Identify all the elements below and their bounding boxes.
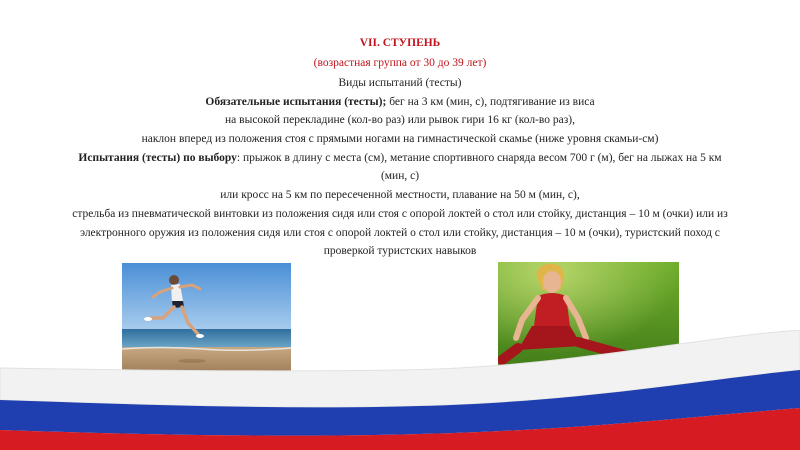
mandatory-line-1 <box>0 94 800 110</box>
mandatory-label: Обязательные испытания (тесты); <box>205 96 387 108</box>
optional-text-6: проверкой туристских навыков <box>323 245 477 257</box>
tests-title: Виды испытаний (тесты) <box>338 77 462 89</box>
optional-text-5: электронного оружия из положения сидя или стоя с опорой локтей о стол или стойку, дистанция – 10 м (очки), туристский поход с <box>80 227 720 239</box>
optional-text-3: или кросс на 5 км по пересеченной местности, плавание на 50 м (мин, с), <box>220 189 580 201</box>
step-heading: VII. СТУПЕНЬ <box>359 37 441 49</box>
tricolor-ribbon <box>0 330 800 450</box>
optional-text-2: (мин, с) <box>380 170 420 182</box>
optional-text-1: : прыжок в длину с места (см), метание спортивного снаряда весом 700 г (м), бег на лыжах на 5 км <box>236 152 722 164</box>
optional-label: Испытания (тесты) по выбору <box>78 152 237 164</box>
age-group-subtitle: (возрастная группа от 30 до 39 лет) <box>313 57 487 69</box>
optional-line-1 <box>0 150 800 166</box>
mandatory-text-1: бег на 3 км (мин, с), подтягивание из виса <box>386 96 595 108</box>
mandatory-text-2: на высокой перекладине (кол-во раз) или рывок гири 16 кг (кол-во раз), <box>225 114 575 126</box>
mandatory-text-3: наклон вперед из положения стоя с прямыми ногами на гимнастической скамье (ниже уровня скамьи-см) <box>141 133 659 145</box>
optional-text-4: стрельба из пневматической винтовки из положения сидя или стоя с опорой локтей о стол или стойку, дистанция – 10 м (очки) или из <box>72 208 728 220</box>
